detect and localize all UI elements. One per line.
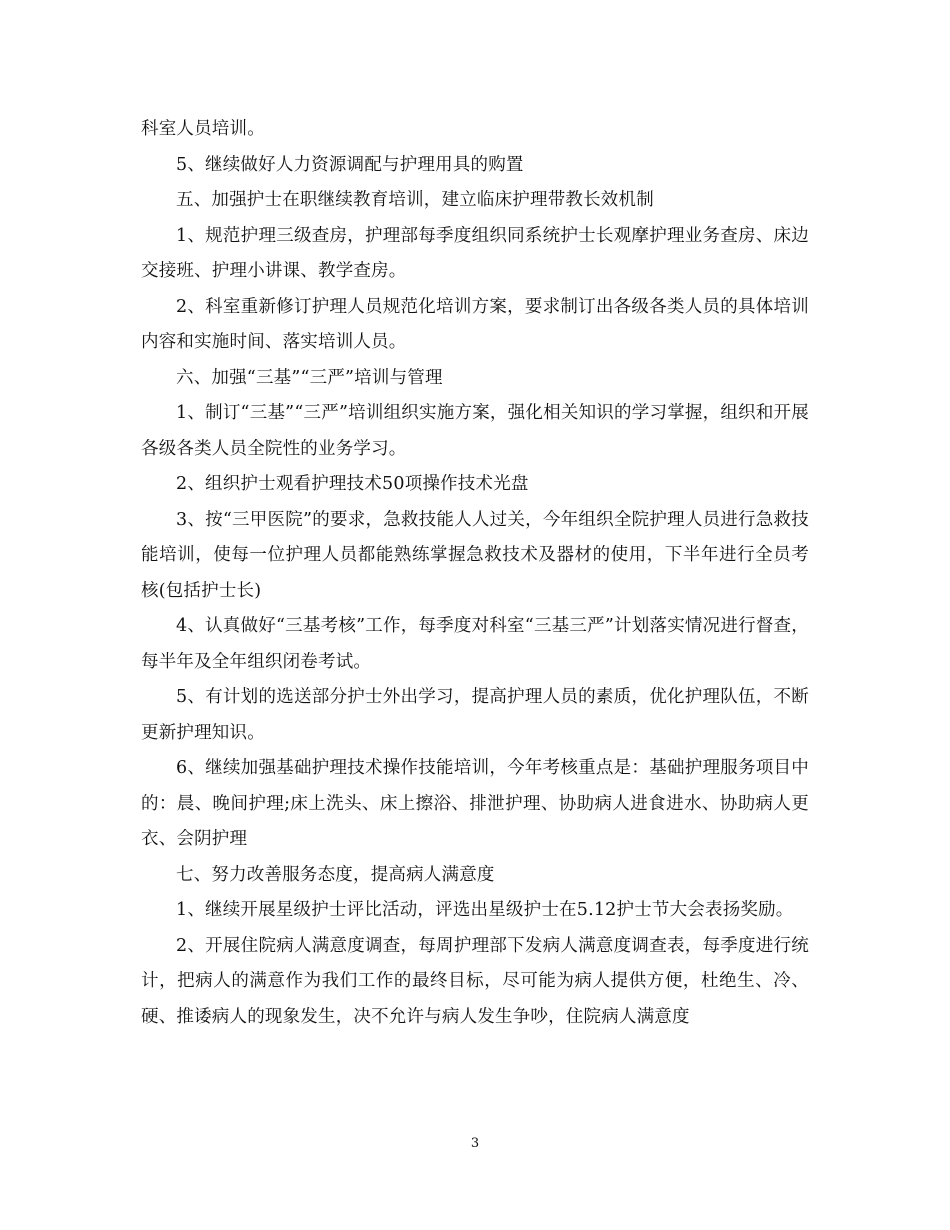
- paragraph: 科室人员培训。: [141, 119, 265, 139]
- paragraph: 3、按“三甲医院”的要求，急救技能人人过关，今年组织全院护理人员进行急救技能培训，使每一位护理人员都能熟练掌握急救技术及器材的使用，下半年进行全员考核(包括护士长): [141, 509, 809, 601]
- paragraph: 2、科室重新修订护理人员规范化培训方案，要求制订出各级各类人员的具体培训内容和实施时间、落实培训人员。: [141, 296, 809, 352]
- page-number: 3: [470, 1136, 480, 1151]
- paragraph: 1、制订“三基”“三严”培训组织实施方案，强化相关知识的学习掌握，组织和开展各级各类人员全院性的业务学习。: [141, 403, 809, 459]
- paragraph: 2、开展住院病人满意度调查，每周护理部下发病人满意度调查表，每季度进行统计，把病人的满意作为我们工作的最终目标，尽可能为病人提供方便，杜绝生、冷、硬、推诿病人的现象发生，决不允许与病人发生争吵，住院病人满意度: [141, 935, 809, 1027]
- section-heading: 六、加强“三基”“三严”培训与管理: [176, 367, 443, 388]
- paragraph: 5、有计划的选送部分护士外出学习，提高护理人员的素质，优化护理队伍，不断更新护理知识。: [141, 687, 809, 743]
- paragraph: 4、认真做好“三基考核”工作，每季度对科室“三基三严”计划落实情况进行督查，每半年及全年组织闭卷考试。: [141, 616, 809, 672]
- section-heading: 五、加强护士在职继续教育培训，建立临床护理带教长效机制: [176, 190, 654, 210]
- paragraph: 1、继续开展星级护士评比活动，评选出星级护士在5.12护士节大会表扬奖励。: [176, 900, 794, 920]
- paragraph: 2、组织护士观看护理技术50项操作技术光盘: [176, 474, 529, 494]
- paragraph: 6、继续加强基础护理技术操作技能培训，今年考核重点是：基础护理服务项目中的：晨、晚间护理;床上洗头、床上擦浴、排泄护理、协助病人进食进水、协助病人更衣、会阴护理: [141, 758, 809, 849]
- section-heading: 七、努力改善服务态度，提高病人满意度: [176, 864, 495, 885]
- paragraph: 5、继续做好人力资源调配与护理用具的购置: [176, 154, 524, 175]
- document-body: [141, 112, 809, 1035]
- paragraph: 1、规范护理三级查房，护理部每季度组织同系统护士长观摩护理业务查房、床边交接班、护理小讲课、教学查房。: [141, 225, 809, 281]
